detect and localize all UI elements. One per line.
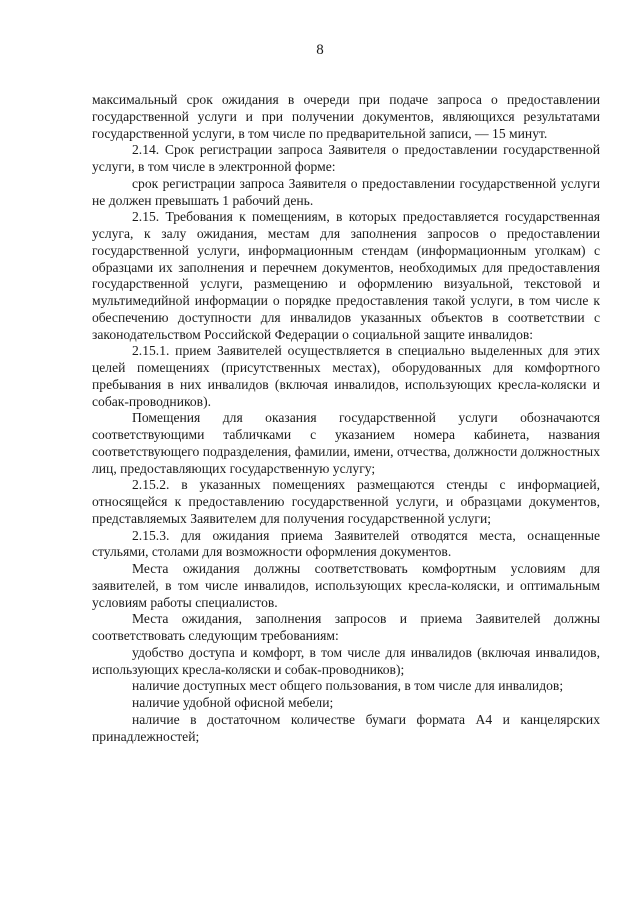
paragraph-2-15-2: 2.15.2. в указанных помещениях размещаются стенды с информацией, относящейся к предоставлению государственной услуги, и образцами документов, представляемых Заявителем для получения государственной услуги; — [92, 477, 600, 526]
paragraph-waiting-comfort: Места ожидания должны соответствовать комфортным условиям для заявителей, в том числе инвалидов, использующих кресла-коляски, и оптимальным условиям работы специалистов. — [92, 561, 600, 610]
paragraph-2-15-1: 2.15.1. прием Заявителей осуществляется в специально выделенных для этих целей помещениях (присутственных местах), оборудованных для комфортного пребывания в них инвалидов (включая инвалидов, использующих кресла-коляски и собак-проводников). — [92, 343, 600, 409]
paragraph-requirements-intro: Места ожидания, заполнения запросов и приема Заявителей должны соответствовать следующим требованиям: — [92, 611, 600, 643]
paragraph-2-15: 2.15. Требования к помещениям, в которых предоставляется государственная услуга, к залу ожидания, местам для заполнения запросов о предоставлении государственной услуги, информационным стендам (информационным уголкам) с образцами их заполнения и перечнем документов, необходимых для предоставления государственной услуги, размещению и оформлению визуальной, текстовой и мультимедийной информации о порядке предоставления такой услуги, в том числе к обеспечению доступности для инвалидов указанных объектов в соответствии с законодательством Российской Федерации о социальной защите инвалидов: — [92, 209, 600, 342]
paragraph-2-14: 2.14. Срок регистрации запроса Заявителя о предоставлении государственной услуги, в том числе в электронной форме: — [92, 142, 600, 174]
paragraph-common-places: наличие доступных мест общего пользования, в том числе для инвалидов; — [132, 678, 564, 694]
paragraph-registration-term: срок регистрации запроса Заявителя о предоставлении государственной услуги не должен превышать 1 рабочий день. — [92, 175, 600, 208]
paragraph-paper-stationery: наличие в достаточном количестве бумаги формата А4 и канцелярских принадлежностей; — [92, 711, 600, 744]
paragraph-2-15-3: 2.15.3. для ожидания приема Заявителей отводятся места, оснащенные стульями, столами для возможности оформления документов. — [92, 527, 600, 560]
paragraph-premises-signs: Помещения для оказания государственной услуги обозначаются соответствующими табличками с указанием номера кабинета, названия соответствующего подразделения, фамилии, имени, отчества, должности должностных лиц, предоставляющих государственную услугу; — [92, 410, 600, 476]
paragraph-access-comfort: удобство доступа и комфорт, в том числе для инвалидов (включая инвалидов, использующих кресла-коляски и собак-проводников); — [92, 644, 600, 677]
paragraph-max-wait-time: максимальный срок ожидания в очереди при подаче запроса о предоставлении государственной услуги и при получении документов, являющихся результатами государственной услуги, в том числе по предварительной записи, — 15 минут. — [92, 92, 600, 141]
page-number: 8 — [316, 42, 324, 58]
paragraph-office-furniture: наличие удобной офисной мебели; — [132, 695, 334, 710]
document-body — [92, 92, 600, 745]
